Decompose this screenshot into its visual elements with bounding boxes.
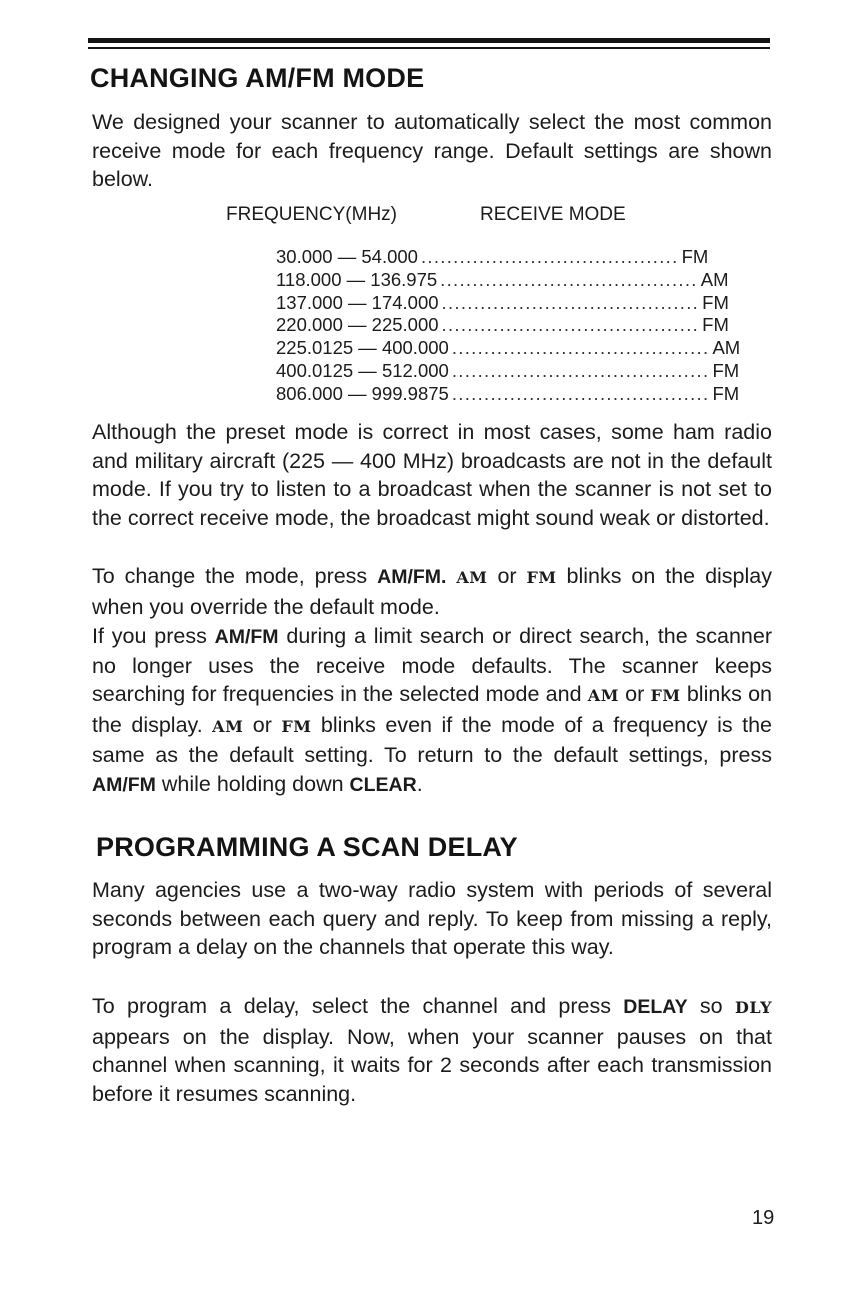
text-run: during a limit search or direct search, the scanner no longer uses the receive mode defaults. The scanner keeps searching for frequencies in the selected mode and (92, 624, 772, 706)
text-run: . (416, 771, 423, 796)
display-indicator-am: AM (212, 716, 244, 736)
text-run: or (243, 712, 282, 737)
display-indicator-dly: DLY (734, 998, 772, 1017)
intro-paragraph: We designed your scanner to automatically select the most common receive mode for each frequency range. Default settings are shown below. (92, 110, 772, 191)
leader-dots: ........................................ (451, 337, 710, 359)
preset-mode-paragraph: Although the preset mode is correct in most cases, some ham radio and military aircraft (225 — 400 MHz) broadcasts are not in the default mode. If you try to listen to a broadcast when the scanner is not set to the correct receive mode, the broadcast might sound weak or distorted. (92, 420, 772, 530)
table-row (276, 314, 729, 337)
key-am-fm: AM/FM (92, 773, 156, 796)
frequency-range: 225.0125 — 400.000 (276, 337, 449, 359)
table-row (276, 359, 740, 383)
key-clear: CLEAR (349, 773, 417, 796)
frequency-range: 118.000 — 136.975 (276, 268, 438, 290)
text-run: or (487, 564, 527, 588)
leader-dots: ........................................ (441, 314, 700, 336)
program-delay-paragraph (92, 992, 772, 1108)
text-run: blinks on the display when you override the default mode. (92, 564, 772, 619)
table-row (276, 291, 729, 315)
display-indicator-am: AM (456, 568, 488, 587)
key-am-fm: AM/FM (214, 626, 279, 648)
column-header-receive-mode: RECEIVE MODE (480, 204, 626, 225)
text-run: or (618, 682, 651, 706)
display-indicator-am: AM (587, 686, 619, 705)
receive-mode: FM (712, 359, 740, 381)
delay-intro-paragraph: Many agencies use a two-way radio system with periods of several seconds between each query and reply. To keep from missing a reply, program a delay on the channels that operate this way. (92, 878, 772, 959)
receive-mode: FM (702, 314, 729, 336)
display-indicator-fm: FM (526, 568, 557, 587)
text-run: appears on the display. Now, when your scanner pauses on that channel when scanning, it waits for 2 seconds after each transmission before it resumes scanning. (92, 1024, 772, 1106)
table-row (276, 268, 729, 292)
top-rule-thick (88, 38, 770, 43)
text-run (446, 564, 456, 588)
key-delay: DELAY (623, 996, 688, 1018)
text-run: blinks even if the mode of a frequency is the same as the default setting. To return to the default settings, press (92, 712, 772, 767)
receive-mode: FM (712, 382, 740, 404)
display-indicator-fm: FM (281, 716, 312, 736)
column-header-frequency: FREQUENCY(MHz) (226, 204, 397, 225)
search-mode-paragraph (92, 622, 772, 799)
table-row (276, 337, 741, 360)
text-run: To program a delay, select the channel and press (92, 994, 624, 1018)
leader-dots: ........................................ (451, 359, 710, 381)
page-number: 19 (752, 1207, 775, 1229)
section-heading-programming-scan-delay: PROGRAMMING A SCAN DELAY (96, 832, 518, 862)
change-mode-paragraph (92, 562, 772, 621)
frequency-range: 30.000 — 54.000 (276, 246, 418, 267)
text-run: so (687, 994, 735, 1018)
text-run: To change the mode, press (92, 564, 378, 588)
receive-mode: AM (712, 337, 741, 359)
frequency-range: 400.0125 — 512.000 (276, 359, 449, 381)
text-run: while holding down (155, 771, 350, 796)
display-indicator-fm: FM (650, 686, 681, 705)
frequency-mode-table (276, 246, 741, 406)
top-rule-thin (88, 47, 770, 49)
key-am-fm: AM/FM. (377, 566, 447, 588)
receive-mode: AM (700, 268, 729, 290)
table-row (276, 382, 740, 406)
leader-dots: ........................................ (440, 268, 698, 290)
receive-mode: FM (681, 246, 709, 267)
leader-dots: ........................................ (441, 291, 700, 313)
receive-mode: FM (702, 291, 729, 313)
section-heading-changing-am-fm-mode: CHANGING AM/FM MODE (90, 63, 425, 93)
leader-dots: ........................................ (420, 246, 679, 267)
table-row (276, 246, 709, 269)
leader-dots: ........................................ (451, 382, 710, 404)
text-run: If you press (92, 624, 215, 648)
frequency-range: 220.000 — 225.000 (276, 314, 439, 336)
frequency-range: 806.000 — 999.9875 (276, 382, 449, 404)
frequency-range: 137.000 — 174.000 (276, 291, 439, 313)
text-run: blinks on the display. (92, 682, 772, 737)
